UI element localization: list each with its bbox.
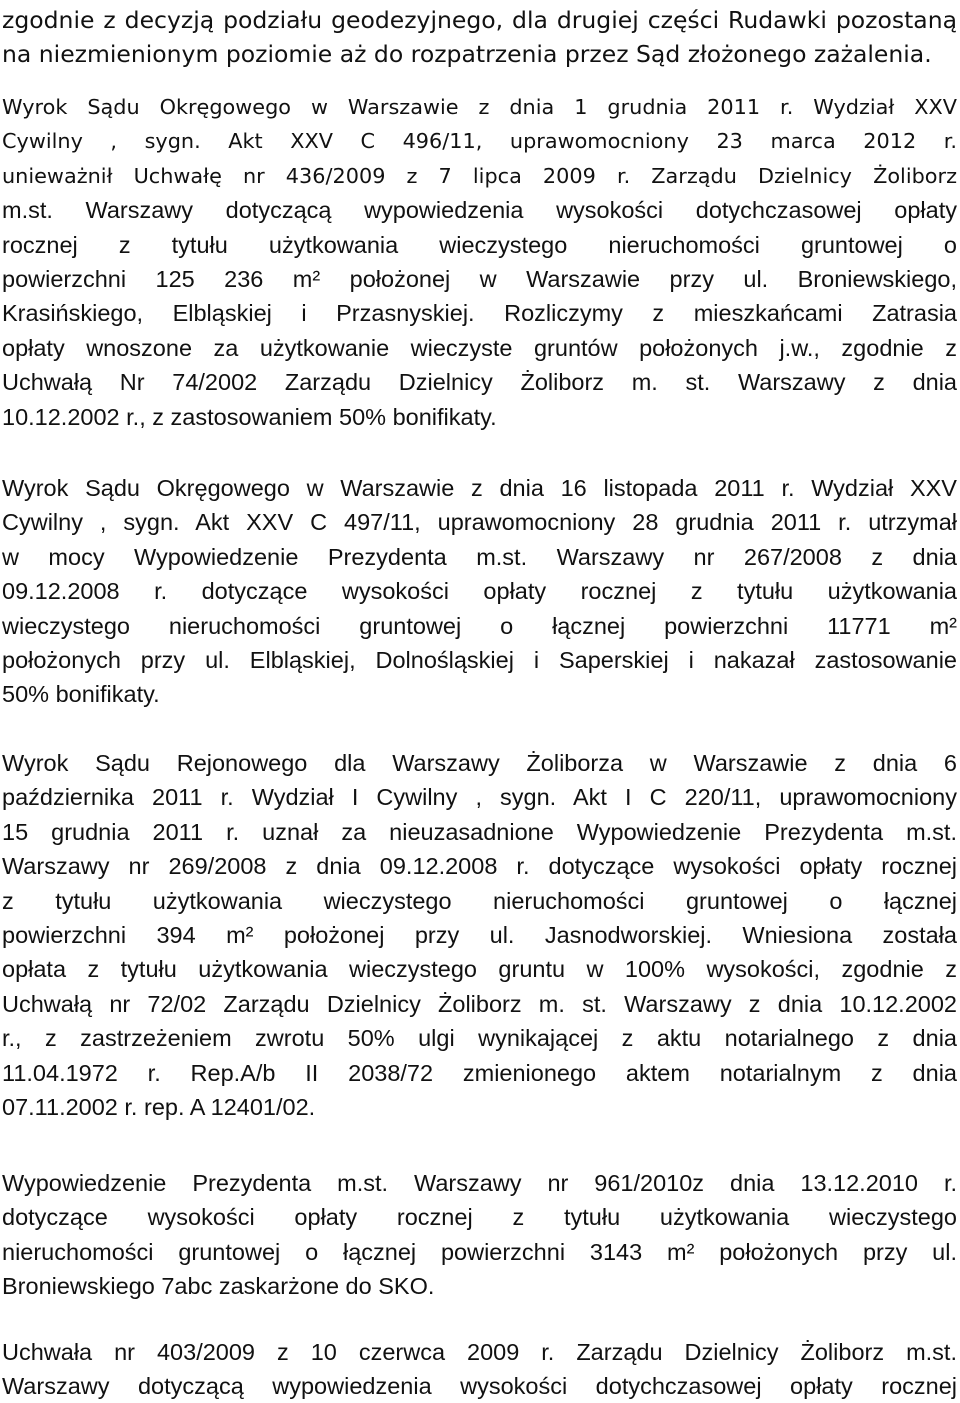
text-line: opłaty wnoszone za użytkowanie wieczyste gruntów położonych j.w., zgodnie z — [2, 334, 957, 361]
text-line: Uchwałą nr 72/02 Zarządu Dzielnicy Żoliborz m. st. Warszawy z dnia 10.12.2002 — [2, 990, 957, 1017]
text-line: Krasińskiego, Elbląskiej i Przasnyskiej. Rozliczymy z mieszkańcami Zatrasia — [2, 300, 957, 327]
paragraph-judgment-16-november-2011 — [2, 471, 957, 712]
text-line: wieczystego nieruchomości gruntowej o łącznej powierzchni 11771 m² — [2, 612, 957, 639]
text-line: Wyrok Sądu Okręgowego w Warszawie z dnia 1 grudnia 2011 r. Wydział XXV — [2, 95, 957, 119]
text-line: powierzchni 125 236 m² położonej w Warszawie przy ul. Broniewskiego, — [2, 265, 957, 292]
text-line: m.st. Warszawy dotyczącą wypowiedzenia wysokości dotychczasowej opłaty — [2, 197, 957, 224]
text-line: rocznej z tytułu użytkowania wieczystego nieruchomości gruntowej o — [2, 231, 957, 258]
paragraph-notice-961-2010 — [2, 1166, 957, 1304]
text-line: na niezmienionym poziomie aż do rozpatrzenia przez Sąd złożonego zażalenia. — [2, 40, 932, 69]
text-line: Warszawy dotyczącą wypowiedzenia wysokości dotychczasowej opłaty rocznej — [2, 1373, 957, 1400]
text-line: unieważnił Uchwałę nr 436/2009 z 7 lipca 2009 r. Zarządu Dzielnicy Żoliborz — [2, 163, 957, 188]
text-line: w mocy Wypowiedzenie Prezydenta m.st. Warszawy nr 267/2008 z dnia — [2, 543, 957, 570]
text-line: powierzchni 394 m² położonej przy ul. Jasnodworskiej. Wniesiona została — [2, 921, 957, 948]
text-line: Uchwałą Nr 74/2002 Zarządu Dzielnicy Żoliborz m. st. Warszawy z dnia — [2, 369, 957, 396]
text-line: 50% bonifikaty. — [2, 681, 160, 708]
text-line: 15 grudnia 2011 r. uznał za nieuzasadnione Wypowiedzenie Prezydenta m.st. — [2, 818, 957, 845]
text-line: Wyrok Sądu Okręgowego w Warszawie z dnia 16 listopada 2011 r. Wydział XXV — [2, 475, 957, 501]
text-line: Broniewskiego 7abc zaskarżone do SKO. — [2, 1273, 435, 1300]
paragraph-judgment-district-court-zoliborz — [2, 746, 957, 1124]
text-line: 07.11.2002 r. rep. A 12401/02. — [2, 1093, 316, 1120]
text-line: Cywilny , sygn. Akt XXV C 496/11, uprawomocniony 23 marca 2012 r. — [2, 129, 957, 154]
text-line: opłata z tytułu użytkowania wieczystego gruntu w 100% wysokości, zgodnie z — [2, 956, 957, 983]
text-line: 11.04.1972 r. Rep.A/b II 2038/72 zmienionego aktem notarialnym z dnia — [2, 1059, 957, 1086]
text-line: 10.12.2002 r., z zastosowaniem 50% bonifikaty. — [2, 403, 497, 430]
paragraph-resolution-403-2009 — [2, 1335, 957, 1403]
text-line: Warszawy nr 269/2008 z dnia 09.12.2008 r. dotyczące wysokości opłaty rocznej — [2, 853, 957, 880]
text-line: Wyrok Sądu Rejonowego dla Warszawy Żoliborza w Warszawie z dnia 6 — [2, 750, 957, 776]
text-line: 09.12.2008 r. dotyczące wysokości opłaty rocznej z tytułu użytkowania — [2, 578, 957, 605]
text-line: października 2011 r. Wydział I Cywilny , sygn. Akt I C 220/11, uprawomocniony — [2, 784, 957, 811]
text-line: nieruchomości gruntowej o łącznej powierzchni 3143 m² położonych przy ul. — [2, 1238, 957, 1265]
text-line: Wypowiedzenie Prezydenta m.st. Warszawy nr 961/2010z dnia 13.12.2010 r. — [2, 1170, 957, 1196]
text-line: zgodnie z decyzją podziału geodezyjnego, dla drugiej części Rudawki pozostaną — [2, 6, 957, 34]
text-line: r., z zastrzeżeniem zwrotu 50% ulgi wynikającej z aktu notarialnego z dnia — [2, 1025, 957, 1052]
text-line: Uchwała nr 403/2009 z 10 czerwca 2009 r. Zarządu Dzielnicy Żoliborz m.st. — [2, 1339, 957, 1365]
paragraph-rudawka-continuation — [2, 3, 957, 72]
text-line: Cywilny , sygn. Akt XXV C 497/11, uprawomocniony 28 grudnia 2011 r. utrzymał — [2, 509, 957, 536]
text-line: dotyczące wysokości opłaty rocznej z tytułu użytkowania wieczystego — [2, 1204, 957, 1231]
paragraph-judgment-1-december-2011 — [2, 90, 957, 434]
text-line: położonych przy ul. Elbląskiej, Dolnośląskiej i Saperskiej i nakazał zastosowanie — [2, 646, 957, 673]
text-line: z tytułu użytkowania wieczystego nieruchomości gruntowej o łącznej — [2, 887, 957, 914]
